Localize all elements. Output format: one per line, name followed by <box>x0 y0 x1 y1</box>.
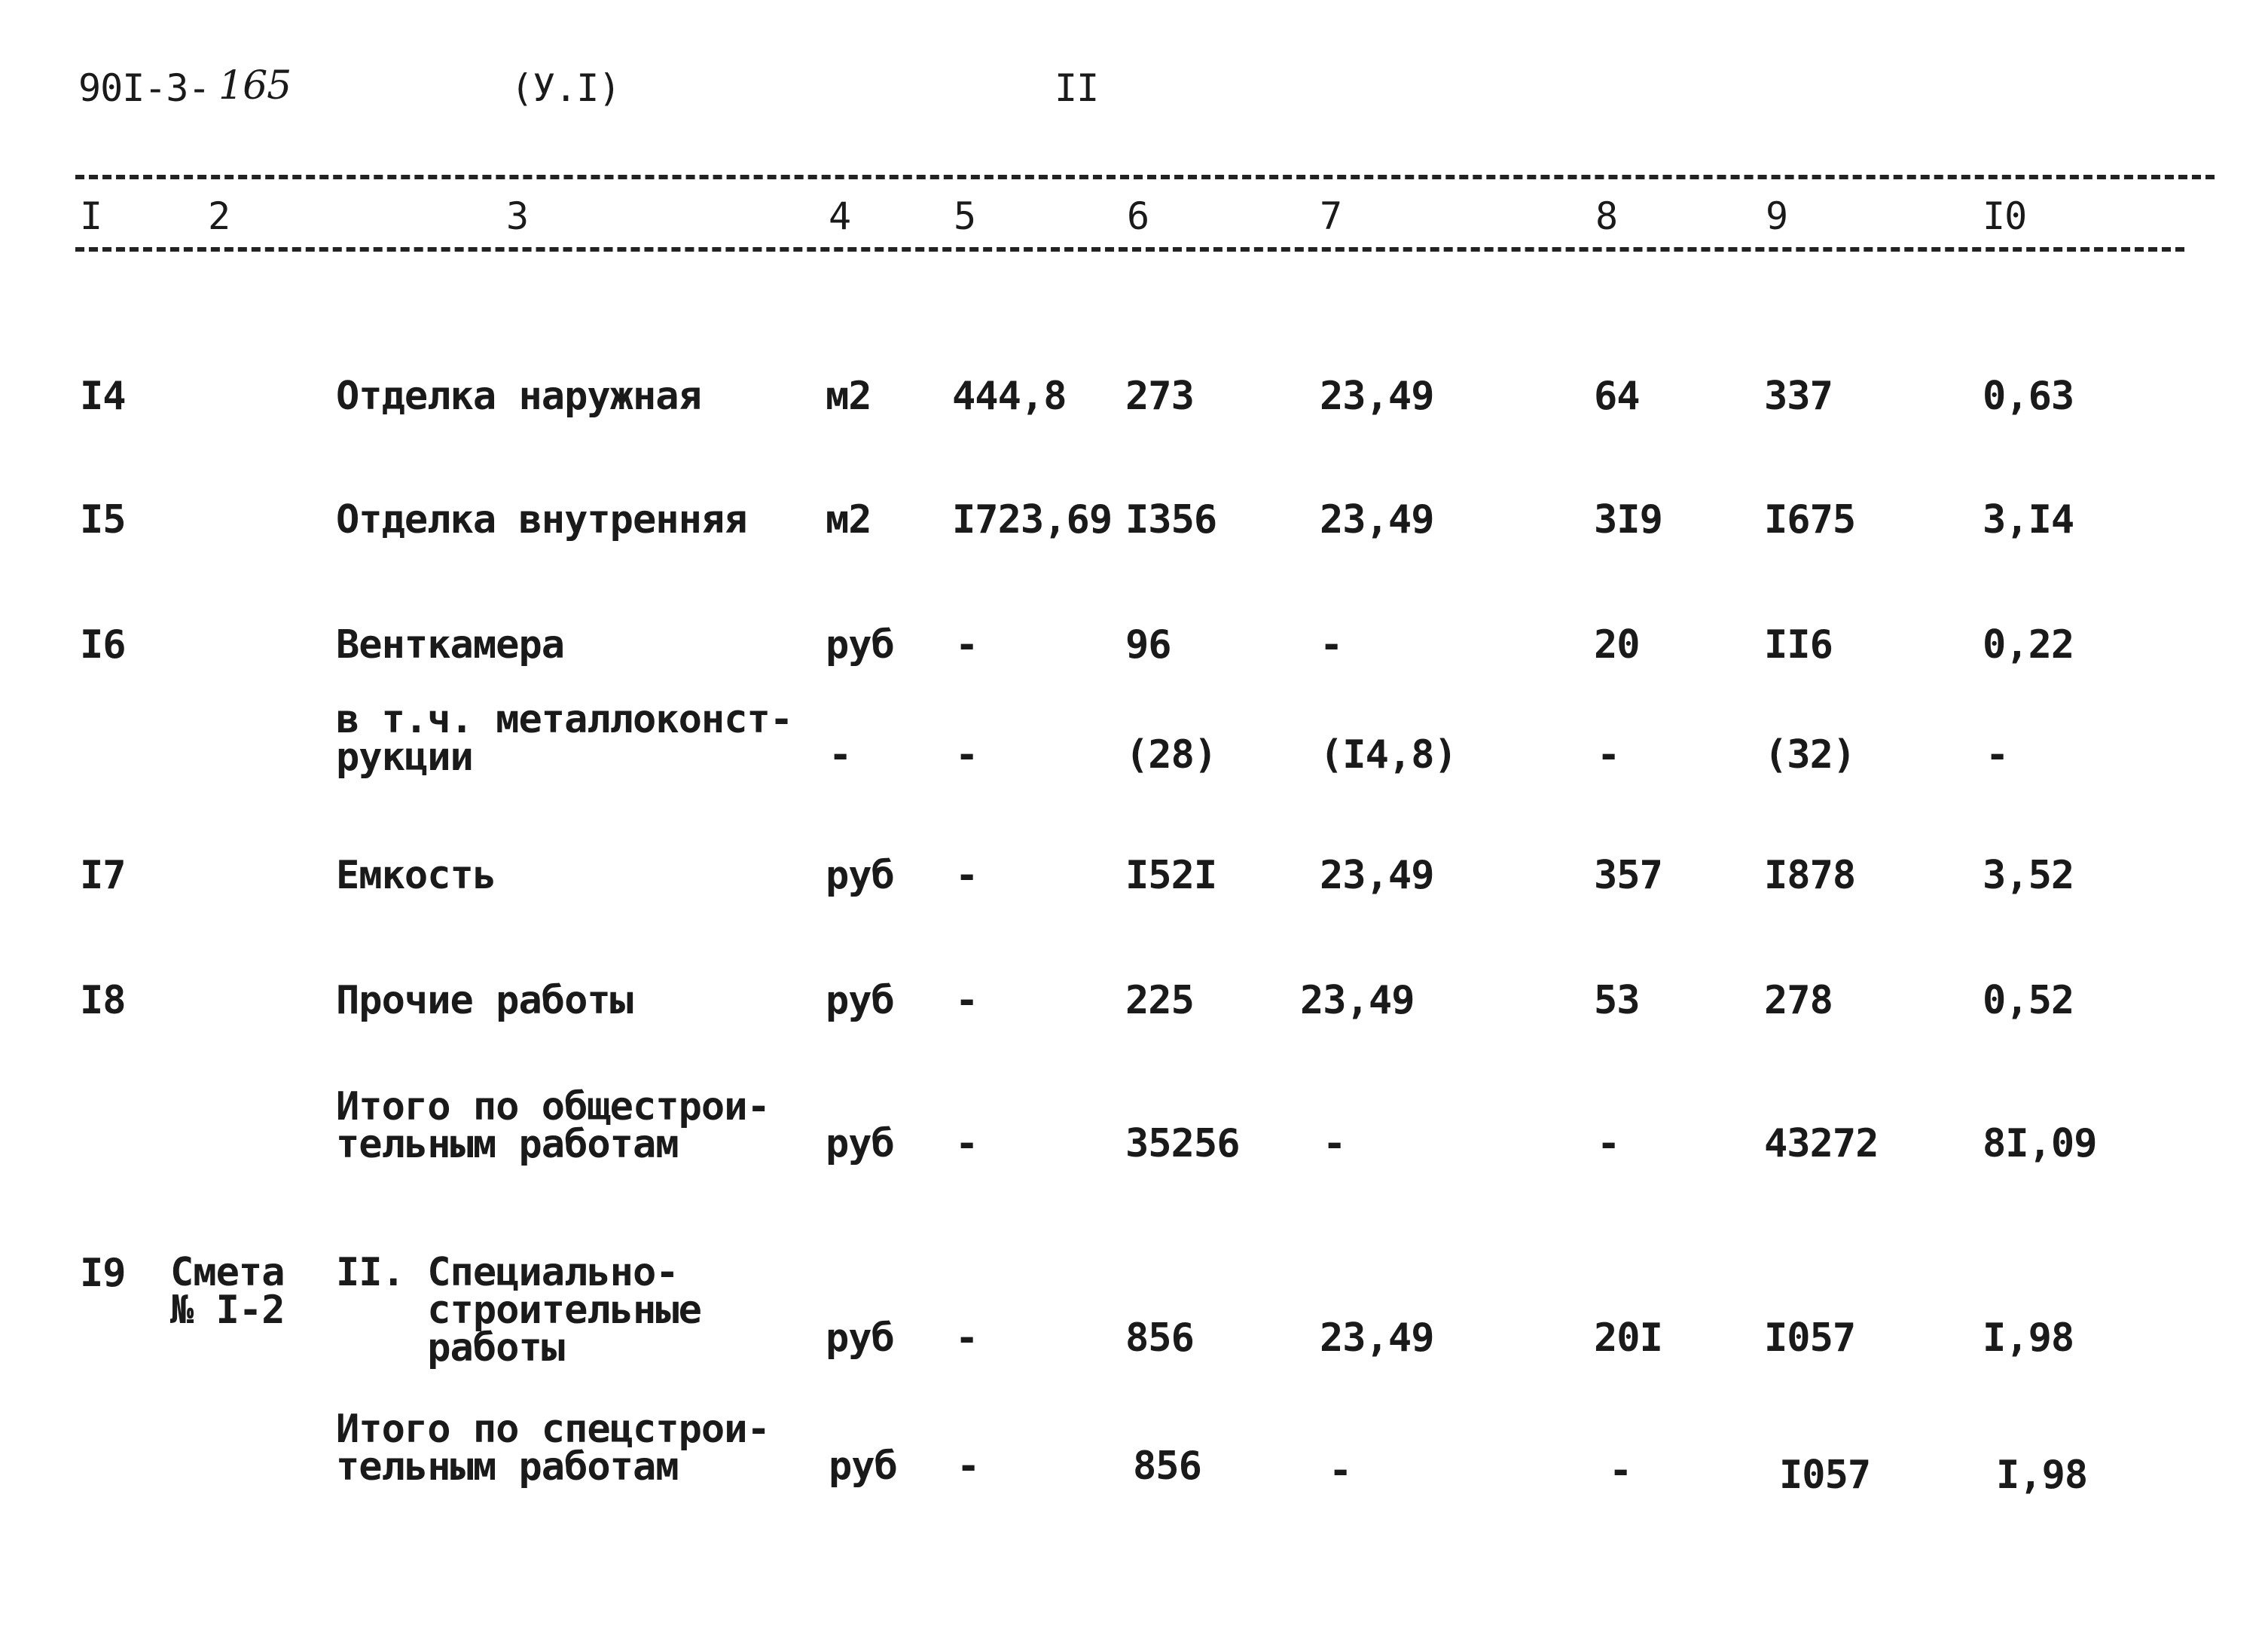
cell-c6: 273 <box>1125 374 1194 419</box>
cell-c6: I356 <box>1125 497 1217 542</box>
cell-c5: - <box>955 853 978 898</box>
variant-label: (У.I) <box>511 66 621 110</box>
cell-c9: 337 <box>1764 374 1833 419</box>
cell-c1: I5 <box>80 497 126 542</box>
cell-c3: II. Специально- строительные работы <box>336 1250 701 1370</box>
cell-c9: I057 <box>1764 1315 1856 1361</box>
cell-c3: Емкость <box>336 853 496 898</box>
cell-c6: I52I <box>1125 853 1217 898</box>
col-header-8: 8 <box>1595 194 1618 238</box>
cell-c7: 23,49 <box>1320 853 1434 898</box>
col-header-4: 4 <box>829 194 851 238</box>
cell-c5: 444,8 <box>952 374 1067 419</box>
cell-c3: Итого по общестрои- тельным работам <box>336 1084 770 1167</box>
cell-c7: 23,49 <box>1320 374 1434 419</box>
col-header-3: 3 <box>506 194 529 238</box>
cell-c6: 225 <box>1125 978 1194 1023</box>
cell-c1: I6 <box>80 622 126 668</box>
cell-c3: Отделка внутренняя <box>336 497 747 542</box>
cell-c7: (I4,8) <box>1320 732 1457 778</box>
cell-c9: (32) <box>1764 732 1856 778</box>
cell-c8: - <box>1597 1121 1620 1166</box>
col-header-1: I <box>80 194 102 238</box>
cell-c10: - <box>1986 732 2009 778</box>
cell-c5: - <box>955 1121 978 1166</box>
cell-c5: - <box>955 1315 978 1361</box>
col-header-2: 2 <box>208 194 230 238</box>
cell-c6: 856 <box>1125 1315 1194 1361</box>
col-header-9: 9 <box>1766 194 1788 238</box>
cell-c4: руб <box>826 1315 894 1361</box>
cell-c1: I4 <box>80 374 126 419</box>
cell-c6: 35256 <box>1125 1121 1240 1166</box>
cell-c8: 20I <box>1594 1315 1662 1361</box>
col-header-7: 7 <box>1320 194 1342 238</box>
cell-c10: 3,52 <box>1983 853 2074 898</box>
cell-c1: I8 <box>80 978 126 1023</box>
col-header-10: I0 <box>1983 194 2027 238</box>
cell-c10: I,98 <box>1983 1315 2074 1361</box>
cell-c4: - <box>829 732 852 778</box>
cell-c3: Итого по спецстрои- тельным работам <box>336 1407 770 1490</box>
header-top-rule <box>75 175 2215 179</box>
cell-c7: - <box>1323 1121 1346 1166</box>
cell-c4: м2 <box>826 497 871 542</box>
cell-c8: 357 <box>1594 853 1662 898</box>
col-header-5: 5 <box>954 194 976 238</box>
cell-c8: 3I9 <box>1594 497 1662 542</box>
cell-c9: II6 <box>1764 622 1833 668</box>
cell-c7: - <box>1320 622 1343 668</box>
document-code: 90I-3- <box>78 66 210 110</box>
cell-c3: Венткамера <box>336 622 565 668</box>
cell-c7: 23,49 <box>1320 1315 1434 1361</box>
cell-c4: руб <box>826 853 894 898</box>
cell-c3: в т.ч. металлоконст- рукции <box>336 697 793 780</box>
cell-c4: руб <box>826 1121 894 1166</box>
cell-c5: - <box>955 978 978 1023</box>
cell-c8: 53 <box>1594 978 1640 1023</box>
cell-c8: - <box>1609 1448 1632 1493</box>
cell-c7: - <box>1329 1448 1352 1493</box>
cell-c9: I675 <box>1764 497 1856 542</box>
col-header-6: 6 <box>1127 194 1149 238</box>
cell-c10: 0,63 <box>1983 374 2074 419</box>
cell-c8: - <box>1597 732 1620 778</box>
cell-c9: I878 <box>1764 853 1856 898</box>
cell-c2: Смета № I-2 <box>170 1250 285 1333</box>
cell-c5: - <box>957 1444 980 1489</box>
cell-c5: - <box>955 622 978 668</box>
cell-c6: (28) <box>1125 732 1217 778</box>
cell-c4: руб <box>826 622 894 668</box>
cell-c10: I,98 <box>1996 1453 2088 1498</box>
header-bottom-rule <box>75 247 2184 252</box>
cell-c7: 23,49 <box>1300 978 1415 1023</box>
cell-c4: руб <box>826 978 894 1023</box>
cell-c9: 43272 <box>1764 1121 1879 1166</box>
cell-c10: 0,22 <box>1983 622 2074 668</box>
cell-c10: 8I,09 <box>1983 1121 2097 1166</box>
cell-c3: Отделка наружная <box>336 374 701 419</box>
cell-c4: руб <box>829 1444 897 1489</box>
cell-c8: 64 <box>1594 374 1640 419</box>
cell-c10: 0,52 <box>1983 978 2074 1023</box>
cell-c9: I057 <box>1779 1453 1871 1498</box>
cell-c1: I9 <box>80 1251 126 1296</box>
document-code-handwritten: 165 <box>218 63 292 108</box>
cell-c5: I723,69 <box>952 497 1113 542</box>
cell-c8: 20 <box>1594 622 1640 668</box>
cell-c9: 278 <box>1764 978 1833 1023</box>
cell-c5: - <box>955 732 978 778</box>
cell-c4: м2 <box>826 374 871 419</box>
page-number: II <box>1055 66 1099 110</box>
cell-c3: Прочие работы <box>336 978 633 1023</box>
cell-c10: 3,I4 <box>1983 497 2074 542</box>
cell-c1: I7 <box>80 853 126 898</box>
cell-c6: 856 <box>1133 1444 1201 1489</box>
cell-c7: 23,49 <box>1320 497 1434 542</box>
cell-c6: 96 <box>1125 622 1171 668</box>
